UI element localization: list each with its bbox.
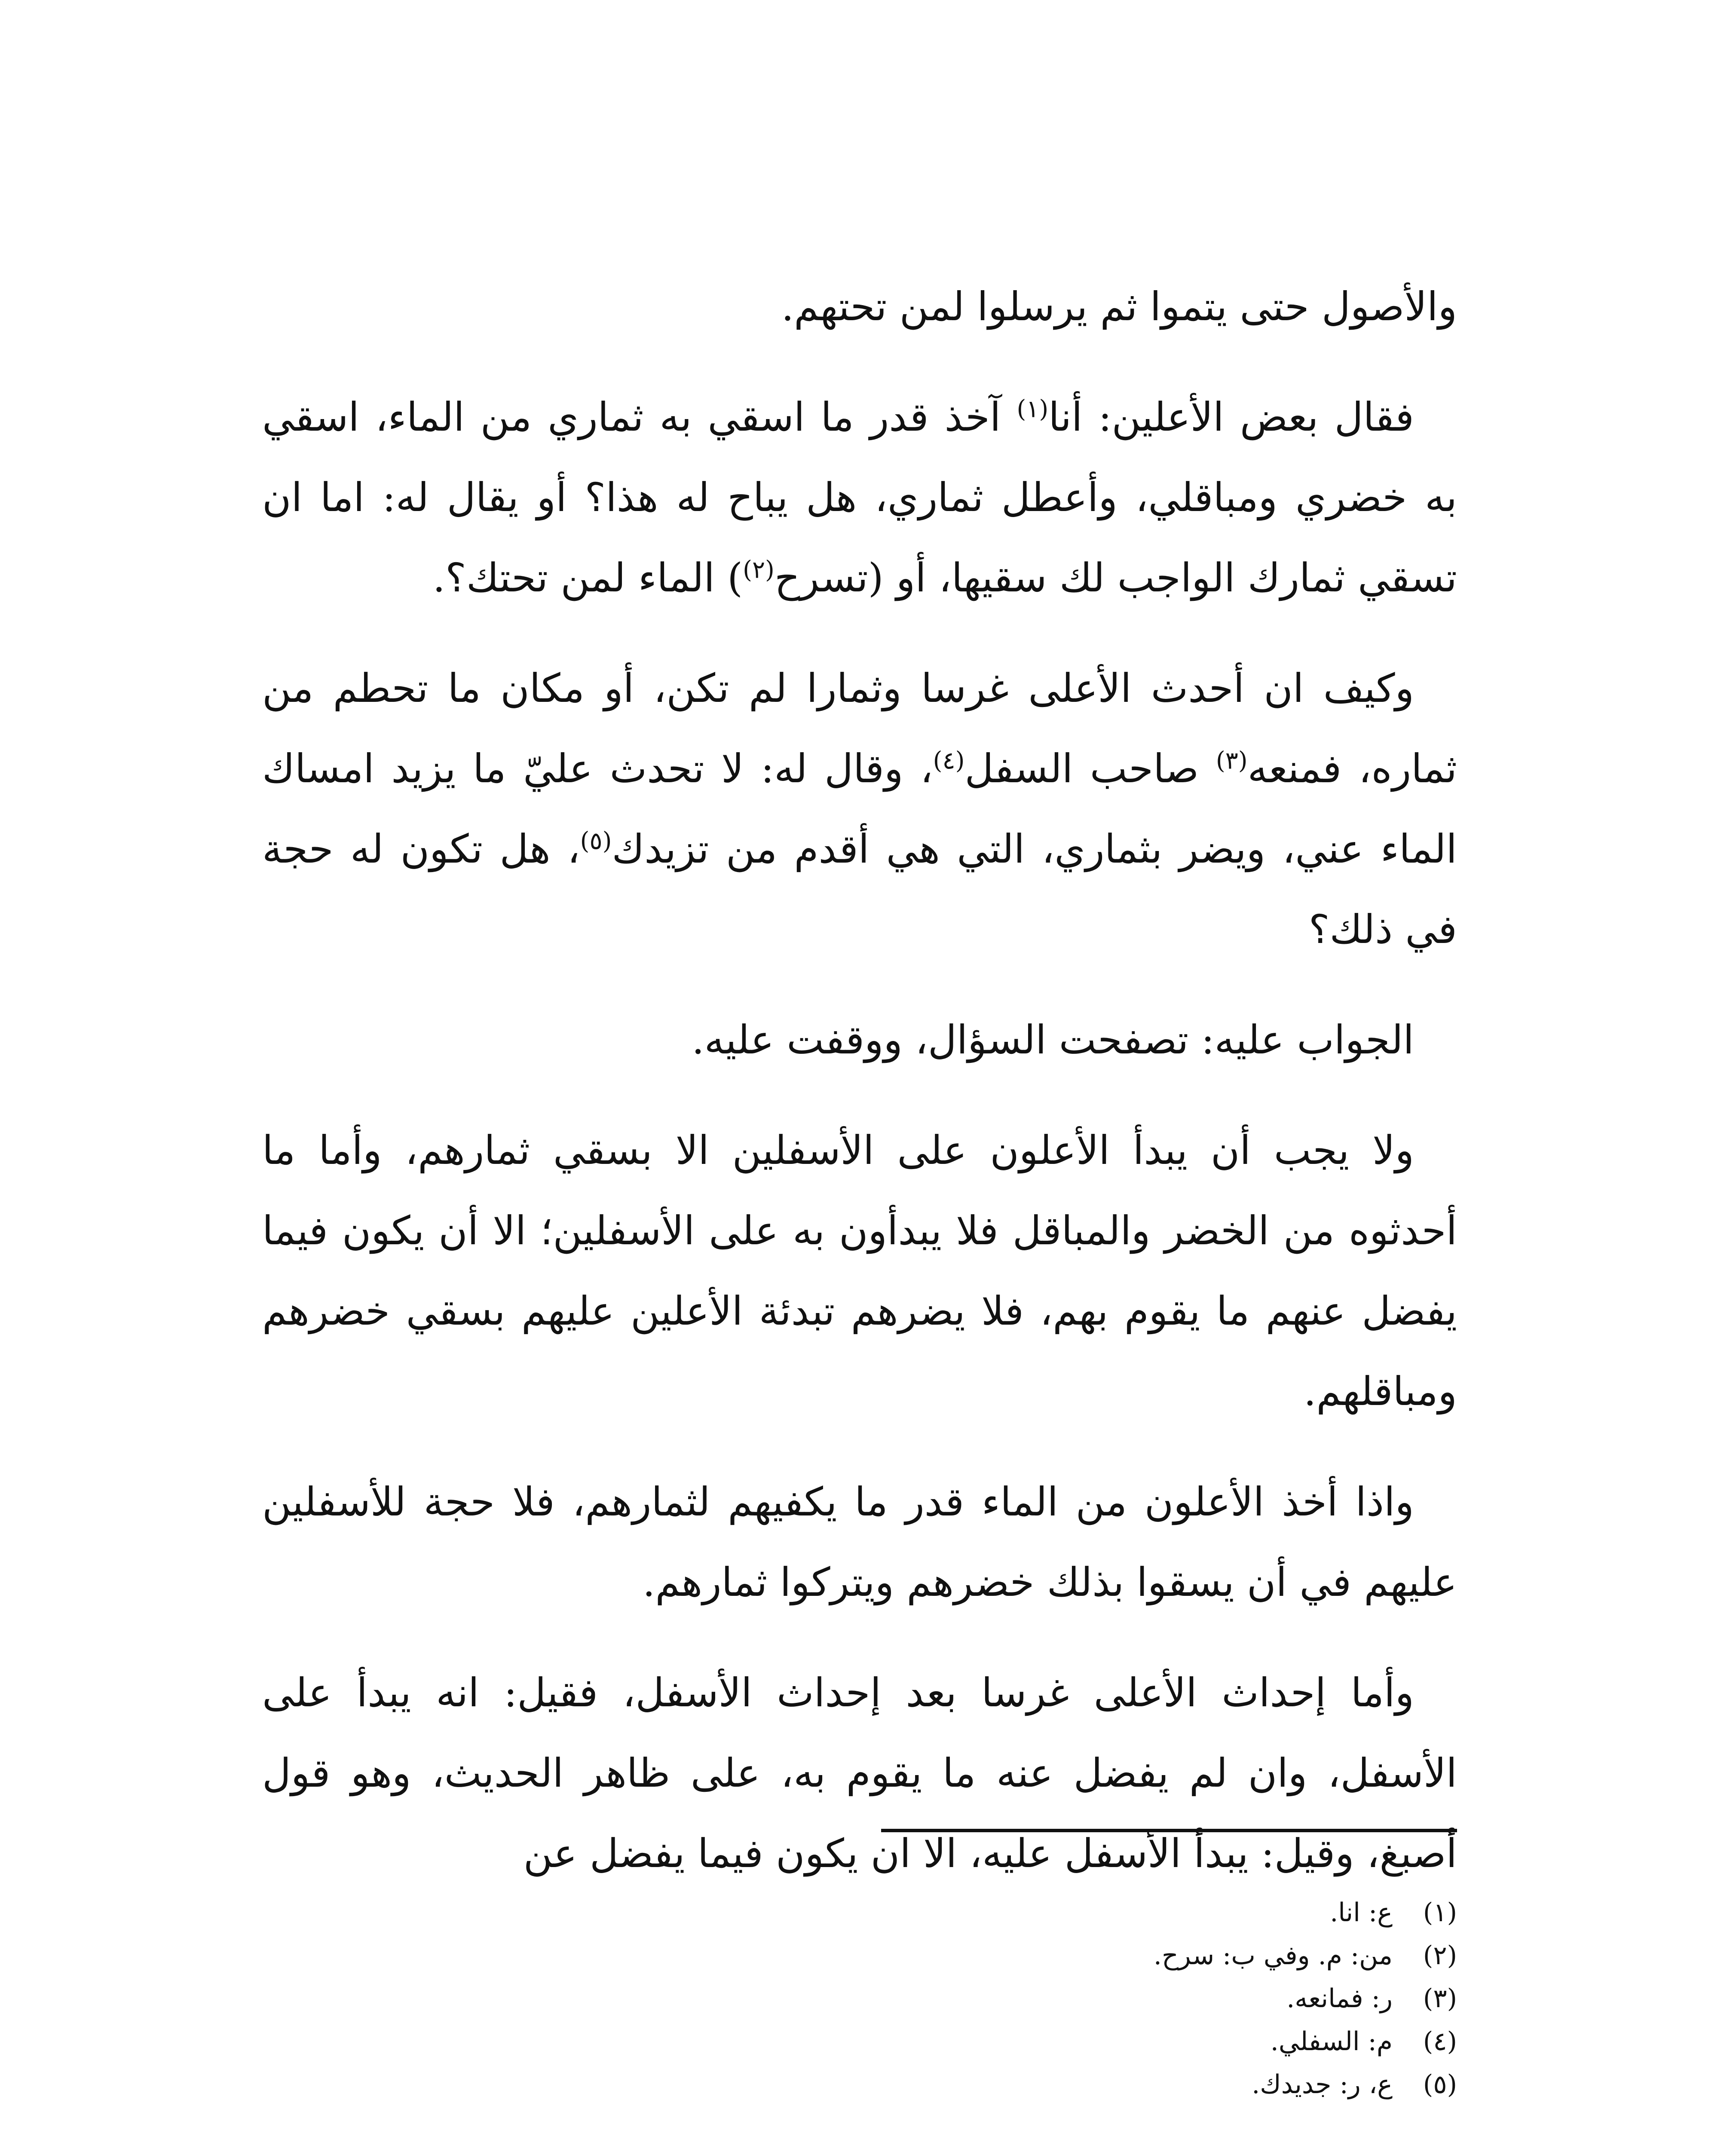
paragraph-text: ولا يجب أن يبدأ الأعلون على الأسفلين الا بسقي ثمارهم، وأما ما أحدثوه من الخضر والمباقل فلا يبدأون به على الأسفلين؛ الا أن يكون فيما يفضل عنهم ما يقوم بهم، فلا يضرهم تبدئة الأعلين عليهم بسقي خضرهم ومباقلهم. — [262, 1127, 1457, 1414]
footnote-item — [774, 2063, 1457, 2106]
footnote-number: (١) — [1423, 1898, 1457, 1928]
footnote-separator — [881, 1829, 1457, 1832]
paragraph-text: وكيف ان أحدث الأعلى غرسا وثمارا لم تكن، أو مكان ما تحطم من ثماره، فمنعه — [262, 665, 1457, 792]
footnote-reference: (٣) — [1216, 747, 1248, 775]
paragraph-text: صاحب السفل — [964, 746, 1216, 792]
footnote-text: ر: فمانعه. — [1286, 1984, 1393, 2014]
paragraph — [262, 1000, 1457, 1080]
footnote-text: م: السفلي. — [1270, 2027, 1393, 2057]
paragraph — [262, 1462, 1457, 1622]
paragraph — [262, 266, 1457, 347]
footnote-item — [774, 1891, 1457, 1934]
footnote-item — [774, 1977, 1457, 2020]
paragraph-text: ) الماء لمن تحتك؟. — [432, 555, 743, 601]
paragraph-text: وأما إحداث الأعلى غرسا بعد إحداث الأسفل، فقيل: انه يبدأ على الأسفل، وان لم يفضل عنه ما يقوم به، على ظاهر الحديث، وهو قول أصبغ، وقيل: يبدأ الأسفل عليه، الا ان يكون فيما يفضل عن — [262, 1670, 1457, 1877]
paragraph — [262, 1110, 1457, 1432]
footnote-number: (٢) — [1423, 1941, 1457, 1971]
paragraph-text: آخذ قدر ما اسقي به ثماري من الماء، اسقي به خضري ومباقلي، وأعطل ثماري، هل يباح له هذا؟ أو يقال له: اما ان تسقي ثمارك الواجب لك سقيها، أو (تسرح — [262, 394, 1457, 601]
paragraph — [262, 648, 1457, 970]
footnotes-section — [774, 1891, 1457, 2106]
main-text-body — [262, 266, 1457, 1924]
footnote-text: من: م. وفي ب: سرح. — [1153, 1941, 1393, 1971]
footnote-reference: (٤) — [933, 747, 965, 775]
footnote-reference: (٢) — [743, 556, 775, 584]
paragraph-text: والأصول حتى يتموا ثم يرسلوا لمن تحتهم. — [781, 284, 1457, 330]
paragraph-text: فقال بعض الأعلين: أنا — [1048, 394, 1414, 440]
paragraph-text: الجواب عليه: تصفحت السؤال، ووقفت عليه. — [692, 1017, 1414, 1063]
paragraph-text: ، وقال له: لا تحدث عليّ ما يزيد امساك الماء عني، ويضر بثماري، التي هي أقدم من تزيدك — [262, 746, 1457, 872]
footnote-reference: (١) — [1016, 395, 1049, 423]
paragraph-text: ، هل تكون له حجة في ذلك؟ — [262, 826, 1457, 952]
footnote-number: (٤) — [1423, 2027, 1457, 2057]
footnote-reference: (٥) — [580, 827, 612, 855]
footnote-number: (٣) — [1423, 1984, 1457, 2014]
footnote-number: (٥) — [1423, 2069, 1457, 2100]
footnote-item — [774, 1934, 1457, 1977]
paragraph — [262, 377, 1457, 618]
footnote-item — [774, 2020, 1457, 2063]
footnote-text: ع، ر: جديدك. — [1252, 2069, 1393, 2100]
paragraph — [262, 1653, 1457, 1894]
paragraph-text: واذا أخذ الأعلون من الماء قدر ما يكفيهم لثمارهم، فلا حجة للأسفلين عليهم في أن يسقوا بذلك خضرهم ويتركوا ثمارهم. — [262, 1479, 1457, 1605]
footnote-text: ع: انا. — [1330, 1898, 1393, 1928]
